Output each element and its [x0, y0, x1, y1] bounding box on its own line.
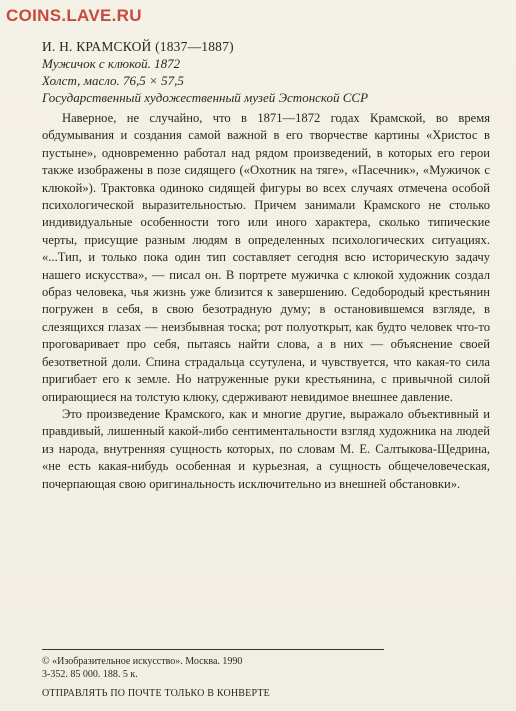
artwork-caption: [42, 38, 502, 106]
paragraph: Это произведение Крамского, как и многие другие, выражало объективный и правдивый, лишенный какой-либо сентиментальности взгляд художника на людей из народа, внутренняя сущность которых, по словам М. Е. Салтыкова-Щедрина, «не есть какая-нибудь особенная и курьезная, а сущность общечеловеческая, почерпающая свою оригинальность исключительно из внешней обстановки».: [42, 406, 490, 491]
description-text: [42, 110, 490, 493]
mailing-note: ОТПРАВЛЯТЬ ПО ПОЧТЕ ТОЛЬКО В КОНВЕРТЕ: [42, 688, 270, 699]
artwork-title: Мужичок с клюкой. 1872: [42, 56, 181, 71]
artwork-medium: Холст, масло. 76,5 × 57,5: [42, 73, 184, 88]
watermark: COINS.LAVE.RU: [6, 6, 142, 25]
publisher-imprint: [42, 655, 242, 681]
museum-name: Государственный художественный музей Эстонской ССР: [42, 90, 369, 105]
artist-name: И. Н. КРАМСКОЙ (1837—1887): [42, 39, 234, 54]
divider: [42, 649, 384, 650]
copyright-line: © «Изобразительное искусство». Москва. 1990: [42, 656, 243, 667]
print-code: 3-352. 85 000. 188. 5 к.: [42, 669, 138, 680]
paragraph: Наверное, не случайно, что в 1871—1872 годах Крамской, во время обдумывания и создания самой важной в его творчестве картины «Христос в пустыне», одновременно работал над рядом произведений, в которых его герои также изображены в позе сидящего («Охотник на тяге», «Пасечник», «Мужичок с клюкой»). Трактовка одиноко сидящей фигуры во всех случаях отмечена особой психологической выразительностью. Причем занимали Крамского не столько индивидуальные особенности того или иного характера, сколько типические черты, присущие разным людям в определенных психологических ситуациях. «...Тип, и только пока один тип составляет сегодня всю историческую задачу нашего искусства», — писал он. В портрете мужичка с клюкой художник создал образ человека, чья жизнь уже близится к завершению. Седобородый крестьянин погружен в себя, в свою безотрадную думу; в остановившемся взгляде, в слезящихся глазах — неизбывная тоска; рот полуоткрыт, как будто человек что-то проговаривает про себя, пытаясь найти слова, а в них — объяснение своей безответной доли. Спина страдальца ссутулена, и чувствуется, что какая-то сила пригибает его к земле. Но натруженные руки крестьянина, с привычной силой опирающиеся на толстую клюку, сдерживают невидимое внешнее давление.: [42, 111, 490, 404]
